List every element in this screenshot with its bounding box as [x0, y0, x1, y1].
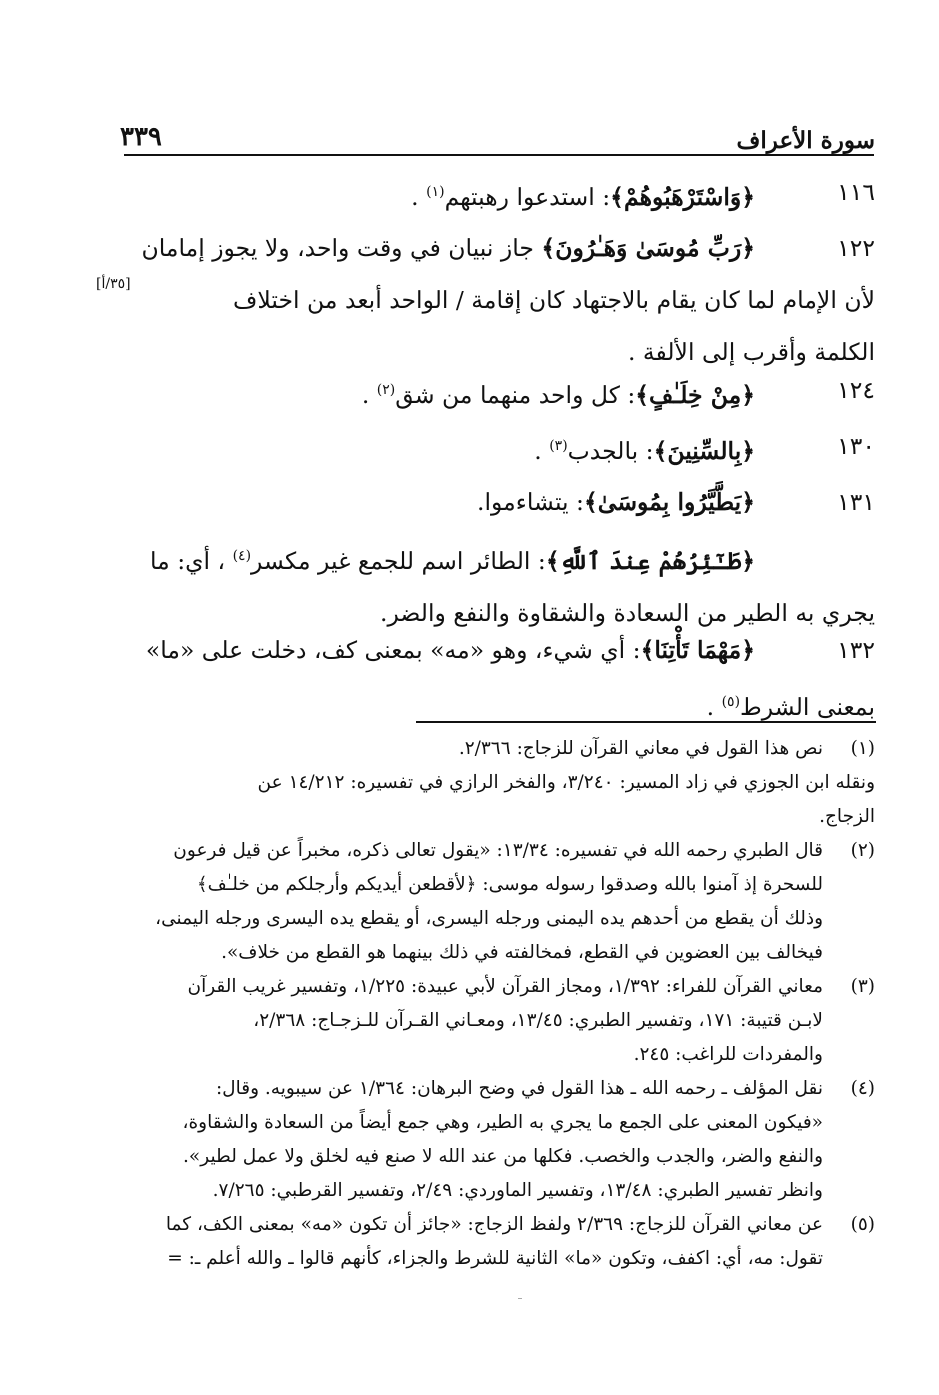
quran-quote: ﴿طَـٰٓئِرُهُمْ عِندَ ٱللَّهِ﴾ — [545, 546, 755, 575]
entry-text — [123, 222, 875, 274]
quran-quote: ﴿رَبِّ مُوسَىٰ وَهَـٰرُونَ﴾ — [541, 234, 755, 262]
footnote-line: وانظر تفسير الطبري: ١٣/٤٨، وتفسير الماوردي: ٢/٤٩، وتفسير القرطبي: ٧/٢٦٥. — [212, 1180, 823, 1201]
entry-text — [123, 166, 755, 223]
footnote-line: قال الطبري رحمه الله في تفسيره: ١٣/٣٤: «يقول تعالى ذكره، مخبراً عن قيل فرعون — [173, 840, 823, 861]
footnote-ref[interactable]: (١) — [426, 184, 445, 200]
verse-number: ١٢٤ — [837, 376, 875, 404]
footnote-line: الزجاج. — [819, 806, 875, 827]
footnote-number: (٣) — [850, 976, 875, 997]
footnote-1 — [123, 732, 875, 834]
gloss-line-2-text: بمعنى الشرط — [740, 692, 875, 721]
footnote-line: تقول: مه، أي: اكفف، وتكون «ما» الثانية للشرط والجزاء، كأنهم قالوا ـ والله أعلم ـ: = — [167, 1248, 823, 1269]
entry-text — [123, 530, 875, 587]
gloss-line-3: الكلمة وأقرب إلى الألفة . — [627, 338, 875, 366]
gloss-line-1: جاز نبيان في وقت واحد، ولا يجوز إمامان — [141, 234, 542, 262]
quran-quote: ﴿بِالسِّنِينَ﴾ — [653, 436, 755, 465]
footnote-number: (٥) — [850, 1214, 875, 1235]
footnote-line: معاني القرآن للفراء: ١/٣٩٢، ومجاز القرآن لأبي عبيدة: ١/٢٢٥، وتفسير غريب القرآن — [187, 976, 823, 997]
gloss-end: . — [706, 692, 722, 721]
verse-number: ١١٦ — [837, 178, 875, 206]
footnote-line: والمفردات للراغب: ٢٤٥. — [633, 1044, 823, 1065]
entry-124 — [123, 364, 875, 421]
footnote-line: والنفع والضر، والجدب والخصب. فكلها من عند الله لا صنع فيه لخلق ولا عمل لطير». — [183, 1146, 823, 1167]
verse-number: ١٣١ — [837, 488, 875, 516]
entry-text — [123, 364, 755, 421]
footnote-ref[interactable]: (٢) — [376, 382, 396, 398]
entry-text — [123, 624, 875, 676]
gloss-end: . — [411, 182, 427, 211]
entry-132 — [123, 624, 875, 733]
footnote-2 — [123, 834, 875, 970]
footnote-3 — [123, 970, 875, 1072]
quran-quote: ﴿وَاسْتَرْهَبُوهُمْ﴾ — [610, 182, 755, 211]
footnote-line: نص هذا القول في معاني القرآن للزجاج: ٢/٣٦٦. — [458, 738, 823, 759]
verse-number: ١٢٢ — [837, 234, 875, 262]
footnote-5 — [123, 1208, 875, 1276]
gloss: : الطائر اسم للجمع غير مكسر — [251, 546, 546, 575]
gloss-end: . — [361, 380, 377, 409]
gloss-end: . — [534, 436, 550, 465]
footnote-ref[interactable]: (٥) — [721, 694, 741, 710]
gloss: : أي شيء، وهو «مه» بمعنى كف، دخلت على «ما» — [145, 636, 641, 664]
entry-116 — [123, 166, 875, 223]
gloss: : استدعوا رهبتهم — [444, 182, 611, 211]
footnote-4 — [123, 1072, 875, 1208]
gloss: : بالجدب — [567, 436, 654, 465]
gloss-line-2: يجري به الطير من السعادة والشقاوة والنفع والضر. — [379, 598, 875, 627]
gloss-line-2: لأن الإمام لما كان يقام بالاجتهاد كان إقامة / الواحد أبعد من اختلاف — [233, 286, 875, 314]
gloss: : كل واحد منهما من شق — [395, 380, 636, 409]
footnote-ref[interactable]: (٣) — [549, 438, 568, 454]
verse-number: ١٣٢ — [837, 636, 875, 664]
footnote-line: فيخالف بين العضوين في القطع، فمخالفته في ذلك بينهما هو القطع من خلاف». — [221, 942, 823, 963]
entry-122 — [123, 222, 875, 378]
footnote-line: عن معاني القرآن للزجاج: ٢/٣٦٩ ولفظ الزجاج: «جائز أن تكون «مه» بمعنى الكف، كما — [165, 1214, 823, 1235]
footnote-ref[interactable]: (٤) — [232, 548, 252, 564]
entry-text — [123, 476, 755, 528]
page-number: ٣٣٩ — [120, 122, 162, 152]
gloss: : يتشاءموا. — [477, 488, 584, 516]
entry-131-continued — [123, 530, 875, 639]
gloss-line-2 — [123, 676, 875, 733]
footnote-separator — [416, 721, 876, 723]
gloss-end: ، أي: ما — [149, 546, 233, 575]
entry-130 — [123, 420, 875, 477]
footnote-number: (٢) — [850, 840, 875, 861]
scan-speck — [518, 1298, 522, 1299]
footnote-line: للسحرة إذ آمنوا بالله وصدقوا رسوله موسى: ﴿لأقطعن أيديكم وأرجلكم من خلـٰف﴾ — [196, 874, 823, 895]
footnote-line: وذلك أن يقطع من أحدهم يده اليمنى ورجله اليسرى، أو يقطع يده اليسرى ورجله اليمنى، — [155, 908, 823, 929]
footnote-line: ونقله ابن الجوزي في زاد المسير: ٣/٢٤٠، والفخر الرازي في تفسيره: ١٤/٢١٢ عن — [257, 772, 875, 793]
footnote-number: (١) — [850, 738, 875, 759]
entry-131 — [123, 476, 875, 528]
quran-quote: ﴿مِنْ خِلَـٰفٍ﴾ — [635, 380, 755, 409]
quran-quote: ﴿مَهْمَا تَأْتِنَا﴾ — [640, 636, 755, 664]
footnote-line: نقل المؤلف ـ رحمه الله ـ هذا القول في وضح البرهان: ١/٣٦٤ عن سيبويه. وقال: — [215, 1078, 823, 1099]
surah-title: سورة الأعراف — [736, 127, 875, 154]
entry-text — [123, 420, 755, 477]
manuscript-folio-note: [٣٥/أ] — [96, 276, 131, 292]
footnote-number: (٤) — [850, 1078, 875, 1099]
footnote-line: لابـن قتيبة: ١٧١، وتفسير الطبري: ١٣/٤٥، ومعـاني القـرآن للـزجـاج: ٢/٣٦٨، — [253, 1010, 823, 1031]
verse-number: ١٣٠ — [837, 432, 875, 460]
header-rule — [124, 154, 874, 156]
quran-quote: ﴿يَطَّيَّرُوا بِمُوسَىٰ﴾ — [583, 488, 755, 516]
footnote-line: «فيكون المعنى على الجمع ما يجري به الطير، وهي جمع أيضاً من السعادة والشقاوة، — [182, 1112, 823, 1133]
